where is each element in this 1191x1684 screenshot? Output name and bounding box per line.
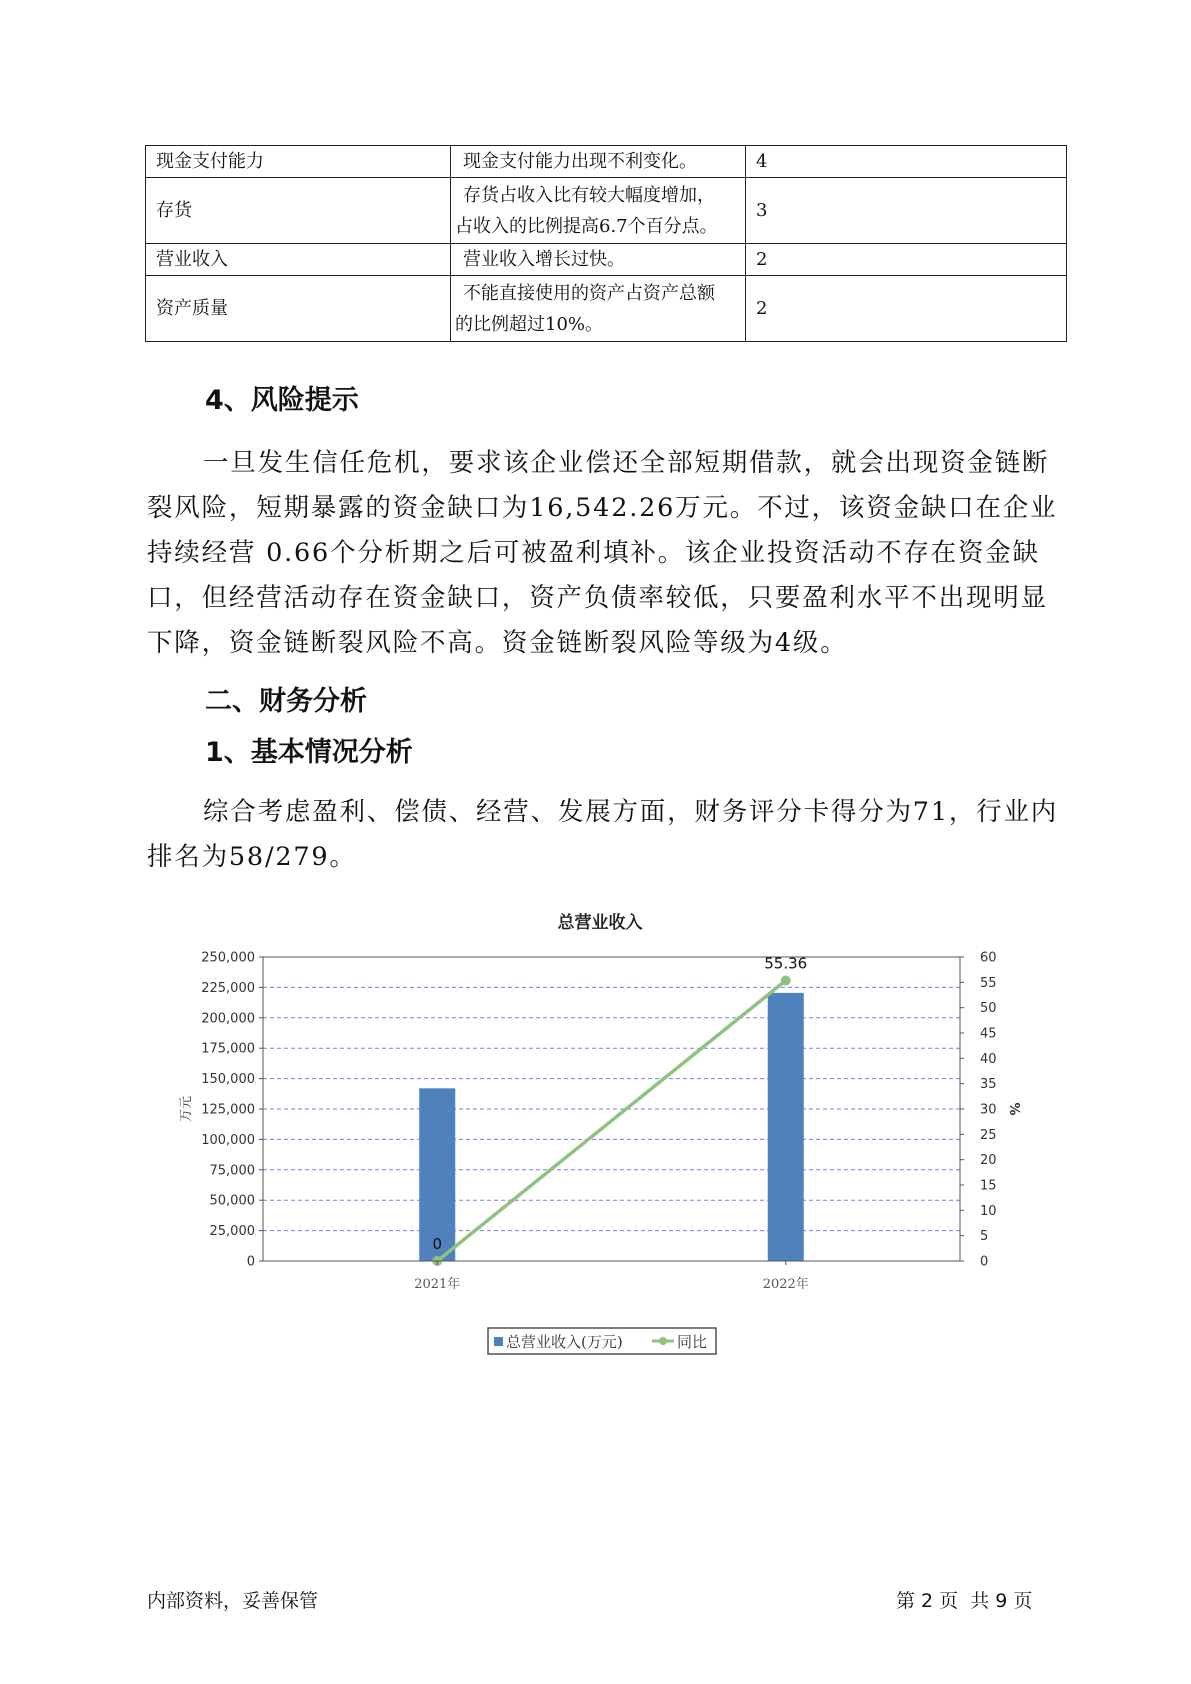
left-tick-label: 200,000 [201, 1011, 255, 1027]
footer-page-number: 第 2 页 共 9 页 [896, 1590, 1033, 1612]
table-cell-item: 资产质量 [146, 276, 451, 342]
line-series [432, 955, 807, 1266]
right-tick-label: 15 [980, 1178, 997, 1194]
table-row [146, 146, 1067, 178]
heading-risk-tips: 4、风险提示 [205, 385, 359, 416]
left-tick-label: 250,000 [201, 950, 255, 966]
plot-frame [263, 954, 960, 1261]
left-tick-label: 125,000 [201, 1102, 255, 1118]
x-axis-labels [414, 1261, 809, 1292]
right-tick-label: 20 [980, 1153, 997, 1169]
paragraph-risk: 一旦发生信任危机，要求该企业偿还全部短期借款，就会出现资金链断裂风险，短期暴露的资金缺口为16,542.26万元。不过，该资金缺口在企业持续经营 0.66个分析期之后可被盈利填补。该企业投资活动不存在资金缺口，但经营活动存在资金缺口，资产负债率较低，只要盈利水平不出现明显下降，资金链断裂风险不高。资金链断裂风险等级为4级。 [147, 448, 1058, 658]
chart-title: 总营业收入 [557, 913, 643, 933]
right-tick-label: 0 [980, 1254, 989, 1270]
right-axis-ticks [960, 951, 997, 1270]
left-tick-label: 0 [246, 1254, 255, 1270]
right-tick-label: 5 [980, 1229, 989, 1245]
table-row [146, 276, 1067, 342]
table-cell-desc [451, 146, 746, 178]
desc-line: 占收入的比例提高6.7个百分点。 [455, 215, 718, 237]
footer-left: 内部资料，妥善保管 [147, 1590, 319, 1612]
heading-financial-analysis: 二、财务分析 [205, 686, 367, 717]
desc-line: 现金支付能力出现不利变化。 [463, 151, 697, 172]
table-cell-score: 4 [746, 146, 1067, 178]
table-cell-desc [451, 244, 746, 276]
right-tick-label: 45 [980, 1026, 997, 1042]
yoy-point [781, 976, 791, 986]
legend-line-dot [659, 1337, 667, 1345]
right-tick-label: 25 [980, 1127, 997, 1143]
table-cell-score: 2 [746, 244, 1067, 276]
desc-line: 存货占收入比有较大幅度增加， [463, 184, 715, 206]
x-tick-label: 2022年 [762, 1277, 809, 1292]
left-tick-label: 75,000 [209, 1163, 255, 1179]
yoy-data-label: 0 [432, 1235, 443, 1253]
heading-basic-analysis: 1、基本情况分析 [205, 737, 413, 768]
paragraph-basic: 综合考虑盈利、偿债、经营、发展方面，财务评分卡得分为71，行业内排名为58/279。 [147, 797, 1059, 872]
y-axis-right-label: % [1006, 1102, 1021, 1116]
table-cell-item: 现金支付能力 [146, 146, 451, 178]
right-tick-label: 35 [980, 1077, 997, 1093]
y-axis-label: 万元 [179, 1095, 194, 1123]
left-tick-label: 100,000 [201, 1132, 255, 1148]
legend-bar-label: 总营业收入(万元) [506, 1333, 623, 1351]
risk-factor-table [145, 145, 1067, 342]
revenue-bar [768, 993, 804, 1261]
right-tick-label: 10 [980, 1203, 997, 1219]
table-row [146, 178, 1067, 244]
right-tick-label: 55 [980, 975, 997, 991]
left-tick-label: 25,000 [209, 1224, 255, 1240]
table-cell-item: 存货 [146, 178, 451, 244]
table-cell-desc [451, 276, 746, 342]
right-tick-label: 50 [980, 1001, 997, 1017]
x-tick-label: 2021年 [414, 1277, 461, 1292]
right-tick-label: 30 [980, 1102, 997, 1118]
desc-line: 营业收入增长过快。 [463, 249, 625, 270]
table-row [146, 244, 1067, 276]
yoy-line [437, 981, 786, 1261]
chart-grid [263, 987, 960, 1230]
chart-legend [488, 1328, 716, 1354]
yoy-data-label: 55.36 [764, 954, 808, 973]
table-cell-score: 2 [746, 276, 1067, 342]
table-cell-desc [451, 178, 746, 244]
revenue-chart [170, 900, 1040, 1360]
right-tick-label: 40 [980, 1051, 997, 1067]
left-tick-label: 50,000 [209, 1193, 255, 1209]
table-cell-item: 营业收入 [146, 244, 451, 276]
bar-series [419, 993, 804, 1261]
desc-line: 不能直接使用的资产占资产总额 [463, 282, 715, 304]
left-tick-label: 225,000 [201, 980, 255, 996]
desc-line: 的比例超过10%。 [455, 313, 604, 335]
left-axis-ticks [201, 951, 263, 1270]
legend-bar-swatch [494, 1337, 503, 1346]
left-tick-label: 150,000 [201, 1072, 255, 1088]
right-tick-label: 60 [980, 950, 997, 966]
left-tick-label: 175,000 [201, 1041, 255, 1057]
legend-line-label: 同比 [677, 1333, 708, 1351]
table-cell-score: 3 [746, 178, 1067, 244]
